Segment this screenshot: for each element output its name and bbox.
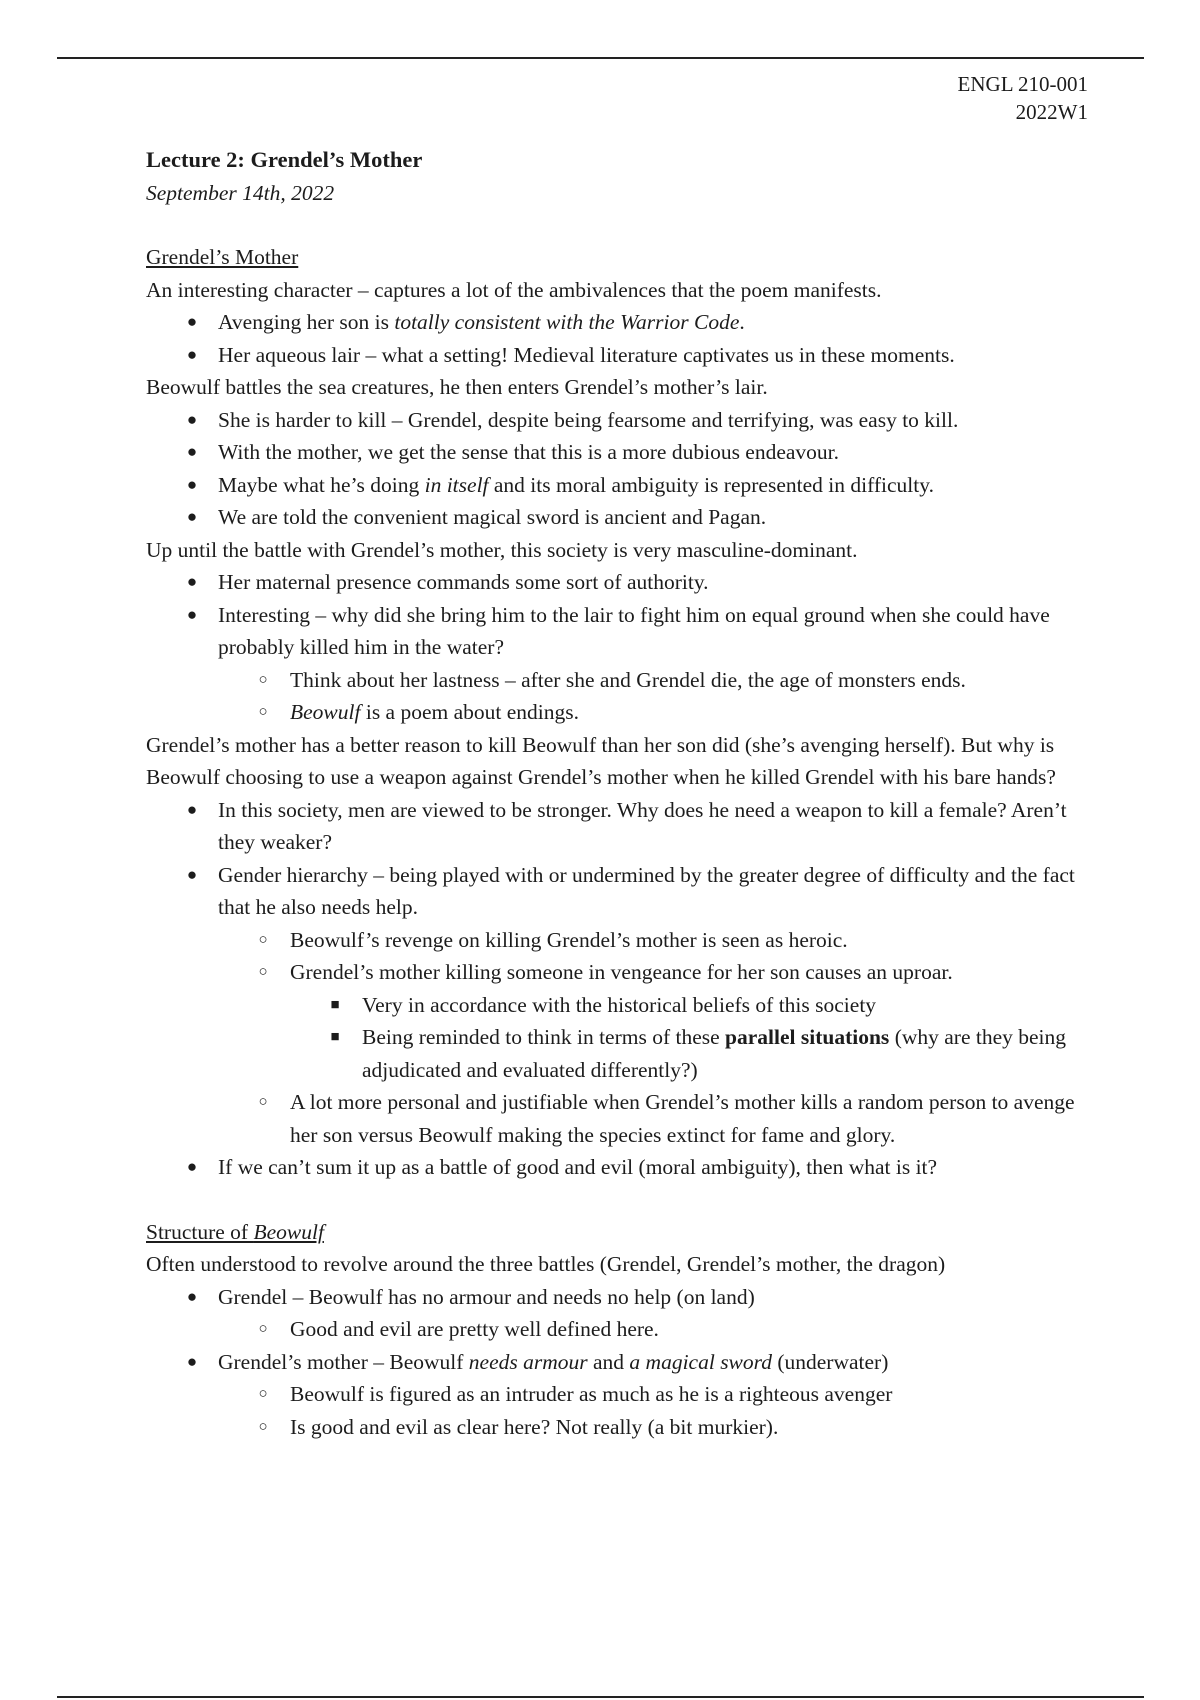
course-code: ENGL 210-001 xyxy=(957,72,1088,96)
bottom-rule xyxy=(57,1696,1144,1698)
circle-bullet-icon: ○ xyxy=(258,1418,268,1435)
square-bullet-icon: ■ xyxy=(330,996,340,1013)
disc-bullet-icon: ● xyxy=(186,799,198,819)
bullet-list xyxy=(146,1281,1086,1444)
disc-bullet-icon: ● xyxy=(186,1351,198,1371)
list-item: ● Avenging her son is totally consistent with the Warrior Code. xyxy=(146,306,1086,339)
lecture-title: Lecture 2: Grendel’s Mother xyxy=(146,147,423,172)
disc-bullet-icon: ● xyxy=(186,507,198,526)
list-item: ● If we can’t sum it up as a battle of good and evil (moral ambiguity), then what is it? xyxy=(146,1151,1086,1184)
list-item: ● She is harder to kill – Grendel, despite being fearsome and terrifying, was easy to kill. xyxy=(146,404,1086,437)
list-item: ○ Is good and evil as clear here? Not really (a bit murkier). xyxy=(218,1411,1086,1444)
course-header xyxy=(958,70,1088,126)
paragraph: Beowulf battles the sea creatures, he then enters Grendel’s mother’s lair. xyxy=(146,375,768,399)
section-heading-structure: Structure of Beowulf xyxy=(146,1219,324,1244)
list-item: ○ A lot more personal and justifiable when Grendel’s mother kills a random person to avenge her son versus Beowulf making the species extinct for fame and glory. xyxy=(218,1086,1086,1151)
bullet-list xyxy=(146,566,1086,729)
list-item: ○ Think about her lastness – after she and Grendel die, the age of monsters ends. xyxy=(218,664,1086,697)
paragraph: Up until the battle with Grendel’s mother, this society is very masculine-dominant. xyxy=(146,537,858,562)
sub-bullet-list xyxy=(218,1378,1086,1443)
paragraph: An interesting character – captures a lot of the ambivalences that the poem manifests. xyxy=(146,277,882,302)
sub-bullet-list xyxy=(218,664,1086,729)
top-rule xyxy=(57,57,1144,59)
disc-bullet-icon: ● xyxy=(186,1286,198,1306)
sub-sub-bullet-list xyxy=(290,989,1086,1087)
sub-bullet-list xyxy=(218,1313,1086,1346)
lecture-date: September 14th, 2022 xyxy=(146,180,335,205)
circle-bullet-icon: ○ xyxy=(258,1094,268,1110)
list-item: ● With the mother, we get the sense that this is a more dubious endeavour. xyxy=(146,436,1086,469)
disc-bullet-icon: ● xyxy=(186,474,198,494)
disc-bullet-icon: ● xyxy=(186,604,198,624)
list-item: ○ Good and evil are pretty well defined here. xyxy=(218,1313,1086,1346)
list-item: ● Her maternal presence commands some sort of authority. xyxy=(146,566,1086,599)
disc-bullet-icon: ● xyxy=(186,1157,198,1176)
circle-bullet-icon: ○ xyxy=(258,1386,268,1402)
disc-bullet-icon: ● xyxy=(186,409,198,429)
circle-bullet-icon: ○ xyxy=(258,704,268,720)
list-item: ● Grendel’s mother – Beowulf needs armour and a magical sword (underwater) ○ Beowulf is figured as an intruder as much as he is a righteous avenger ○ Is good and evil as clear here? Not really (a bit murkier). xyxy=(146,1346,1086,1444)
section-heading-grendels-mother: Grendel’s Mother xyxy=(146,245,299,269)
list-item: ● Her aqueous lair – what a setting! Medieval literature captivates us in these moments. xyxy=(146,339,1086,372)
list-item: ● Gender hierarchy – being played with or undermined by the greater degree of difficulty and the fact that he also needs help. ○ Beowulf’s revenge on killing Grendel’s mother is seen as heroic. ○ Grendel’s mother killing someone in vengeance for her son causes an uproar. ■ Very in accordance with the historical beliefs of this society ■ Being reminded to think in terms of these parallel situations (why are they being adjudicated and evaluated differently?) ○ A lot more personal and justifiable when Grendel’s mother kills a random person to avenge her son versus Beowulf making the species extinct for fame and glory. xyxy=(146,859,1086,1152)
disc-bullet-icon: ● xyxy=(186,864,198,884)
list-item: ● Maybe what he’s doing in itself and its moral ambiguity is represented in difficulty. xyxy=(146,469,1086,502)
list-item: ○ Beowulf is figured as an intruder as much as he is a righteous avenger xyxy=(218,1378,1086,1411)
paragraph: Grendel’s mother has a better reason to kill Beowulf than her son did (she’s avenging herself). But why is Beowulf choosing to use a weapon against Grendel’s mother when he killed Grendel with his bare hands? xyxy=(146,732,1056,789)
circle-bullet-icon: ○ xyxy=(258,931,268,948)
disc-bullet-icon: ● xyxy=(186,312,198,331)
list-item: ● We are told the convenient magical sword is ancient and Pagan. xyxy=(146,501,1086,534)
circle-bullet-icon: ○ xyxy=(258,1321,268,1337)
list-item: ○ Beowulf is a poem about endings. xyxy=(218,696,1086,729)
disc-bullet-icon: ● xyxy=(186,344,198,364)
course-term: 2022W1 xyxy=(1015,100,1088,124)
list-item: ○ Grendel’s mother killing someone in vengeance for her son causes an uproar. ■ Very in accordance with the historical beliefs of this society ■ Being reminded to think in terms of these parallel situations (why are they being adjudicated and evaluated differently?) xyxy=(218,956,1086,1086)
list-item: ○ Beowulf’s revenge on killing Grendel’s mother is seen as heroic. xyxy=(218,924,1086,957)
list-item: ● Grendel – Beowulf has no armour and needs no help (on land) ○ Good and evil are pretty well defined here. xyxy=(146,1281,1086,1346)
list-item: ■ Being reminded to think in terms of these parallel situations (why are they being adjudicated and evaluated differently?) xyxy=(290,1021,1086,1086)
bullet-list xyxy=(146,794,1086,1184)
paragraph: Often understood to revolve around the three battles (Grendel, Grendel’s mother, the dragon) xyxy=(146,1252,946,1276)
list-item: ■ Very in accordance with the historical beliefs of this society xyxy=(290,989,1086,1022)
bullet-list xyxy=(146,306,1086,371)
sub-bullet-list xyxy=(218,924,1086,1152)
disc-bullet-icon: ● xyxy=(186,442,198,461)
list-item: ● In this society, men are viewed to be stronger. Why does he need a weapon to kill a female? Aren’t they weaker? xyxy=(146,794,1086,859)
disc-bullet-icon: ● xyxy=(186,572,198,591)
list-item: ● Interesting – why did she bring him to the lair to fight him on equal ground when she could have probably killed him in the water? ○ Think about her lastness – after she and Grendel die, the age of monsters ends. ○ Beowulf is a poem about endings. xyxy=(146,599,1086,729)
square-bullet-icon: ■ xyxy=(330,1029,340,1045)
lecture-notes xyxy=(146,144,1086,1443)
circle-bullet-icon: ○ xyxy=(258,964,268,980)
bullet-list xyxy=(146,404,1086,534)
circle-bullet-icon: ○ xyxy=(258,671,268,688)
